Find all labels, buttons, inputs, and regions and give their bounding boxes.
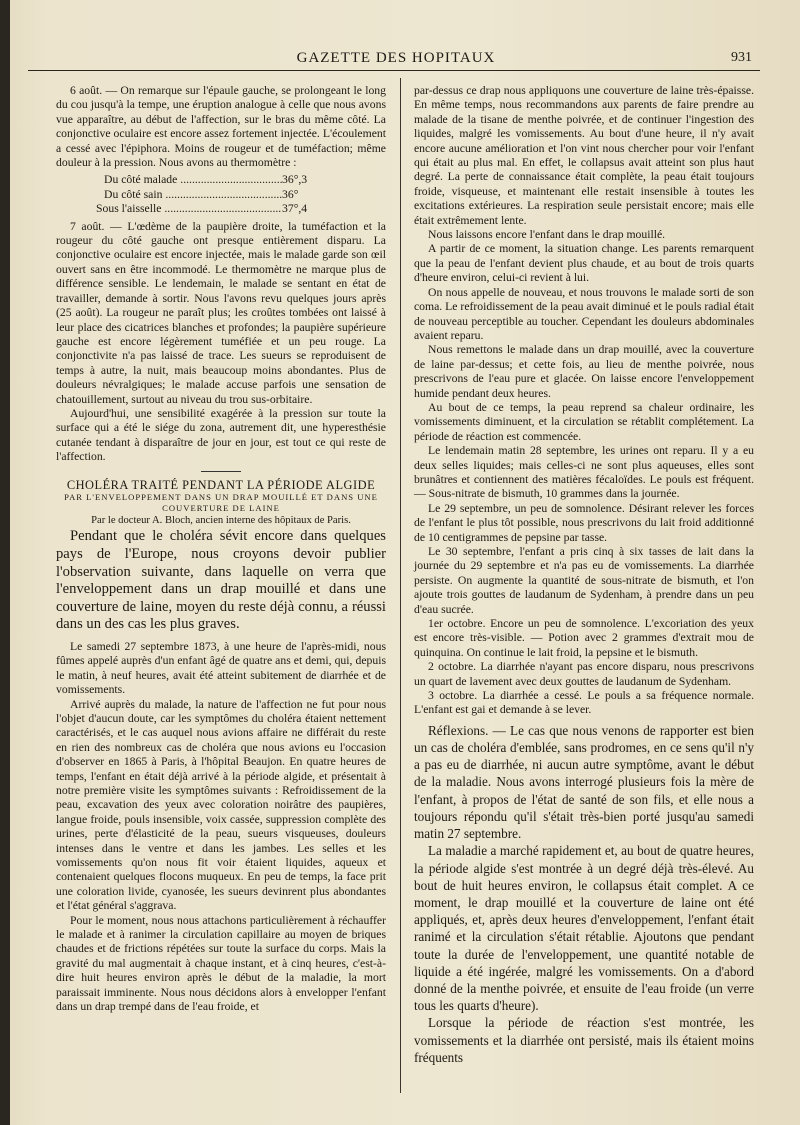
paragraph-7-aout: 7 août. — L'œdème de la paupière droite, la tuméfaction et la rougeur du côté gauche ont presque entièrement disparu. La conjonctive oculaire est encore injectée, mais le malade garde son œil ouvert sans en être incommodé. Le thermomètre ne marque plus de différence sensible. Le lendemain, le malade se sentant en état de travailler, demande à sortir. Nous l'avons revu quelques jours après (25 août). La rougeur ne paraît plus; les croûtes tombées ont laissé à leur place des cicatrices blanches et profondes; la paupière supérieure gauche est encore légèrement tuméfiée et un peu rouge. La conjonctivite n'a pas laissé de trace. Les sueurs se reproduisent de temps à autre, la nuit, mais beaucoup moins abondantes. Plus de douleurs névralgiques; le malade accuse parfois une sensation de chatouillement, surtout au niveau du trou sus-orbitaire. xyxy=(56,219,386,406)
header-rule xyxy=(28,70,760,71)
temperature-label: Du côté sain ..... xyxy=(96,188,282,202)
running-title: GAZETTE DES HOPITAUX xyxy=(296,50,496,66)
temperature-row xyxy=(96,188,326,202)
paragraph: On nous appelle de nouveau, et nous trouvons le malade sorti de son coma. Le refroidissement de la peau avait diminué et le pouls radial était de nouveau perceptible au toucher. Cependant les douleurs abdominales avaient reparu. xyxy=(414,285,754,342)
page-header xyxy=(40,46,752,70)
section-divider xyxy=(201,471,241,472)
paragraph: 2 octobre. La diarrhée n'ayant pas encore disparu, nous prescrivons un quart de lavement avec deux gouttes de laudanum de Sydenham. xyxy=(414,660,754,688)
temperature-value: 36°,3 xyxy=(282,173,308,187)
binding-edge xyxy=(0,0,10,1125)
temperature-label: Du côté malade ..... xyxy=(96,173,282,187)
section-subtitle: PAR L'ENVELOPPEMENT DANS UN DRAP MOUILLÉ ET DANS UNE COUVERTURE DE LAINE xyxy=(64,491,378,513)
paragraph-arrive: Arrivé auprès du malade, la nature de l'affection ne fut pour nous l'objet d'aucun doute, car les symptômes du choléra étaient nettement caractérisés, et le cas auquel nous avions affaire ne différait du reste en rien des nombreux cas de choléra que nous avions eu l'occasion d'observer en 1865 à Paris, à l'hôpital Beaujon. En quatre heures de temps, l'enfant en était déjà arrivé à la période algide, et présentait à notre première visite les symptômes suivants : Refroidissement de la peau, excavation des yeux avec coloration noirâtre des paupières, langue froide, pouls insensible, voix cassée, suppression complète des urines, perte d'élasticité de la peau, sueurs visqueuses, douleurs intenses dans le ventre et dans les jambes. Les selles et les vomissements qu'on nous fit voir étaient liquides, aqueux et contenaient quelques flocons muqueux. En peu de temps, la face prit une coloration livide, cyanosée, les sueurs devinrent plus abondantes et l'état général s'aggrava. xyxy=(56,697,386,913)
paragraph: Lorsque la période de réaction s'est montrée, les vomissements et la diarrhée ont persisté, mais ils étaient moins fréquents xyxy=(414,1015,754,1065)
intro-paragraph: Pendant que le choléra sévit encore dans quelques pays de l'Europe, nous croyons devoir publier l'observation suivante, dans laquelle on verra que l'enveloppement dans un drap mouillé et dans une couverture de laine, moyen du reste déjà connu, a réussi dans un des cas les plus graves. xyxy=(56,528,386,633)
paragraph-6-aout: 6 août. — On remarque sur l'épaule gauche, se prolongeant le long du cou jusqu'à la tempe, une éruption analogue à celle que nous avons vue apparaître, au début de l'affection, sur le bras du même côté. La conjonctive oculaire est encore assez fortement injectée. L'écoulement a cessé avec l'épiphora. Moins de rougeur et de tuméfaction; même douleur à la pression. Nous avons au thermomètre : xyxy=(56,84,386,170)
paragraph: A partir de ce moment, la situation change. Les parents remarquent que la peau de l'enfant devient plus chaude, et au bout de trois quarts d'heure environ, celui-ci revient à lui. xyxy=(414,242,754,285)
column-divider xyxy=(400,78,401,1093)
right-column xyxy=(414,84,754,1066)
paragraph: Nous laissons encore l'enfant dans le drap mouillé. xyxy=(428,228,666,242)
paragraph: Le 29 septembre, un peu de somnolence. Désirant relever les forces de l'enfant le plus tôt possible, nous prescrivons du lait froid additionné de 10 centigrammes de pepsine par tasse. xyxy=(414,501,754,544)
paragraph: Au bout de ce temps, la peau reprend sa chaleur ordinaire, les vomissements diminuent, et la circulation se rétablit complétement. La période de réaction est commencée. xyxy=(414,400,754,443)
paragraph: La maladie a marché rapidement et, au bout de quatre heures, la période algide s'est montrée à un degré déjà très-élevé. Au bout de huit heures environ, le collapsus était complet. A ce moment, le drap mouillé et la couverture de laine ont été appliqués, et, après deux heures d'enveloppement, l'enfant était ranimé et la circulation s'était rétablie. Ajoutons que pendant toute la durée de l'enveloppement, une quantité notable de liquide a été ingérée, malgré les vomissements. On a d'abord donné de la menthe poivrée, et ensuite de l'eau froide (un verre tous les quarts d'heure). xyxy=(414,843,754,1014)
temperature-table xyxy=(96,173,326,216)
temperature-row xyxy=(96,173,326,187)
paragraph: par-dessus ce drap nous appliquons une couverture de laine très-épaisse. En même temps, nous recommandons aux parents de faire prendre au malade de la tisane de menthe poivrée, et de continuer l'ingestion des liquides, malgré les vomissements. Au bout d'une heure, il n'y avait encore aucune amélioration et l'on vint nous chercher pour voir l'enfant qui était au plus mal. En effet, le collapsus avait atteint son plus haut degré. La perte de connaissance était complète, la peau était toujours froide, visqueuse, et maintenant elle restait insensible à toutes les excitations extérieures. La respiration seule persistait encore; mais elle était extrêmement lente. xyxy=(414,84,754,227)
temperature-value: 36° xyxy=(282,187,299,201)
temperature-row xyxy=(96,202,326,216)
paragraph: 3 octobre. La diarrhée a cessé. Le pouls a sa fréquence normale. L'enfant est gai et demande à se lever. xyxy=(414,689,754,717)
page-number: 931 xyxy=(731,50,752,65)
paragraph-samedi: Le samedi 27 septembre 1873, à une heure de l'après-midi, nous fûmes appelé auprès d'un enfant âgé de quatre ans et demi, qui, depuis le matin, à neuf heures, avait été atteint subitement de diarrhée et de vomissements. xyxy=(56,639,386,697)
temperature-value: 37°,4 xyxy=(282,202,308,216)
reflexions-paragraph: Réflexions. — Le cas que nous venons de rapporter est bien un cas de choléra d'emblée, sans prodromes, en ce sens qu'il n'y a pas eu de diarrhée, ni aucun autre symptôme, avant le début de la maladie. Nous avons interrogé plusieurs fois la mère de l'enfant, à propos de l'état de santé de son fils, et elle nous a toujours répondu qu'il s'était très-bien porté jusqu'au samedi matin 27 septembre. xyxy=(414,722,754,842)
paragraph: Le 30 septembre, l'enfant a pris cinq à six tasses de lait dans la journée du 29 septembre et n'a pas eu de vomissements. La diarrhée persiste. On augmente la quantité de sous-nitrate de bismuth, et l'on ajoute trois gouttes de laudanum de Sydenham, à prendre dans un peu d'eau sucrée. xyxy=(414,545,754,616)
left-column xyxy=(56,84,386,1015)
temperature-label: Sous l'aisselle ..... xyxy=(96,202,282,216)
paragraph: 1er octobre. Encore un peu de somnolence. L'excoriation des yeux est encore très-visible. — Potion avec 2 grammes d'extrait mou de quinquina. On continue le lait froid, la pepsine et le bismuth. xyxy=(414,617,754,659)
paragraph: Le lendemain matin 28 septembre, les urines ont reparu. Il y a eu deux selles liquides; mais celles-ci ne sont plus aqueuses, elles sont brunâtres et contiennent des matières fécaloïdes. Le pouls est fréquent. — Sous-nitrate de bismuth, 10 grammes dans la journée. xyxy=(414,444,754,501)
paragraph: Nous remettons le malade dans un drap mouillé, avec la couverture de laine par-dessus; et cette fois, au lieu de menthe poivrée, nous prescrivons de l'eau pure et glacée. On laisse encore l'enveloppement humide pendant deux heures. xyxy=(414,343,754,400)
section-author: Par le docteur A. Bloch, ancien interne des hôpitaux de Paris. xyxy=(91,514,351,526)
section-title: CHOLÉRA TRAITÉ PENDANT LA PÉRIODE ALGIDE xyxy=(66,477,376,492)
paragraph-aujourdhui: Aujourd'hui, une sensibilité exagérée à la pression sur toute la surface qui a été le siége du zona, autrement dit, une hyperesthésie cutanée tendant à disparaître de jour en jour, est tout ce qui reste de l'affection. xyxy=(56,406,386,464)
paragraph-pour: Pour le moment, nous nous attachons particulièrement à réchauffer le malade et à ranimer la circulation capillaire au moyen de briques chaudes et de frictions répétées sur toute la surface du corps. Mais la gravité du mal augmentait à chaque instant, et à cinq heures, c'est-à-dire huit heures environ après le début de la maladie, la mort paraissait imminente. Nous nous décidons alors à envelopper l'enfant dans un drap trempé dans de l'eau froide, et xyxy=(56,913,386,1014)
